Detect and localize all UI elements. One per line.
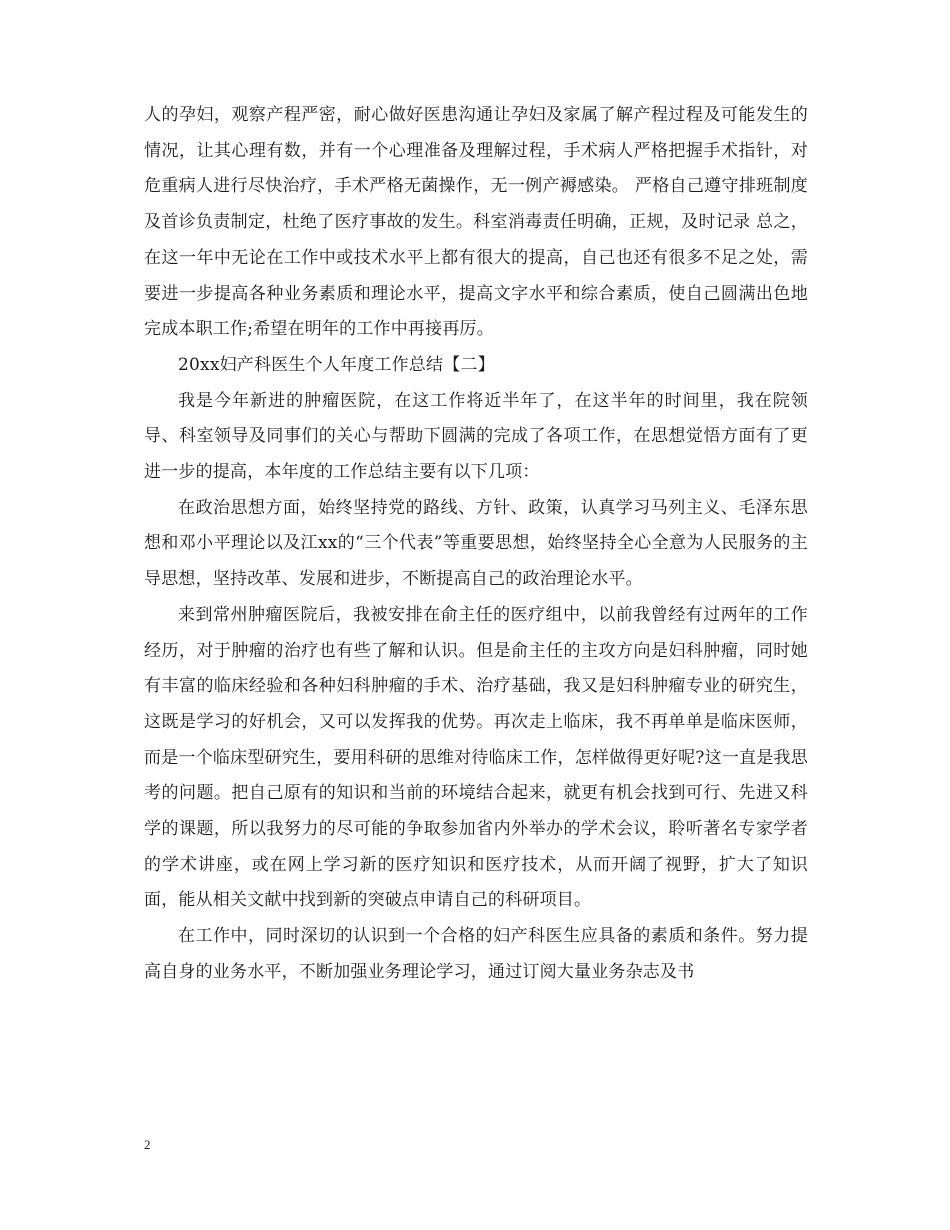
paragraph-1: 人的孕妇，观察产程严密，耐心做好医患沟通让孕妇及家属了解产程过程及可能发生的情况，让其心理有数，并有一个心理准备及理解过程，手术病人严格把握手术指针，对危重病人进行尽快治疗，手术严格无菌操作，无一例产褥感染。 严格自己遵守排班制度及首诊负责制定，杜绝了医疗事故的发生。科室消毒责任明确，正规，及时记录 总之，在这一年中无论在工作中或技术水平上都有很大的提高，自己也还有很多不足之处，需要进一步提高各种业务素质和理论水平，提高文字水平和综合素质，使自己圆满出色地完成本职工作;希望在明年的工作中再接再厉。	[144, 105, 808, 340]
paragraph-6: 在工作中，同时深切的认识到一个合格的妇产科医生应具备的素质和条件。努力提高自身的业务水平，不断加强业务理论学习，通过订阅大量业务杂志及书	[144, 926, 808, 982]
paragraph-5: 来到常州肿瘤医院后，我被安排在俞主任的医疗组中，以前我曾经有过两年的工作经历，对于肿瘤的治疗也有些了解和认识。但是俞主任的主攻方向是妇科肿瘤，同时她有丰富的临床经验和各种妇科肿瘤的手术、治疗基础，我又是妇科肿瘤专业的研究生，这既是学习的好机会，又可以发挥我的优势。再次走上临床，我不再单单是临床医师，而是一个临床型研究生，要用科研的思维对待临床工作，怎样做得更好呢?这一直是我思考的问题。把自己原有的知识和当前的环境结合起来，就更有机会找到可行、先进又科学的课题，所以我努力的尽可能的争取参加省内外举办的学术会议，聆听著名专家学者的学术讲座，或在网上学习新的医疗知识和医疗技术，从而开阔了视野，扩大了知识面，能从相关文献中找到新的突破点申请自己的科研项目。	[144, 604, 808, 911]
paragraph-4: 在政治思想方面，始终坚持党的路线、方针、政策，认真学习马列主义、毛泽东思想和邓小平理论以及江xx的“三个代表”等重要思想，始终坚持全心全意为人民服务的主导思想，坚持改革、发展和进步，不断提高自己的政治理论水平。	[144, 497, 808, 590]
page-number: 2	[144, 1137, 151, 1152]
document-body	[144, 98, 808, 991]
section-heading: 20xx妇产科医生个人年度工作总结【二】	[178, 354, 495, 375]
paragraph-3: 我是今年新进的肿瘤医院，在这工作将近半年了，在这半年的时间里，我在院领导、科室领导及同事们的关心与帮助下圆满的完成了各项工作，在思想觉悟方面有了更进一步的提高，本年度的工作总结主要有以下几项：	[144, 390, 808, 483]
